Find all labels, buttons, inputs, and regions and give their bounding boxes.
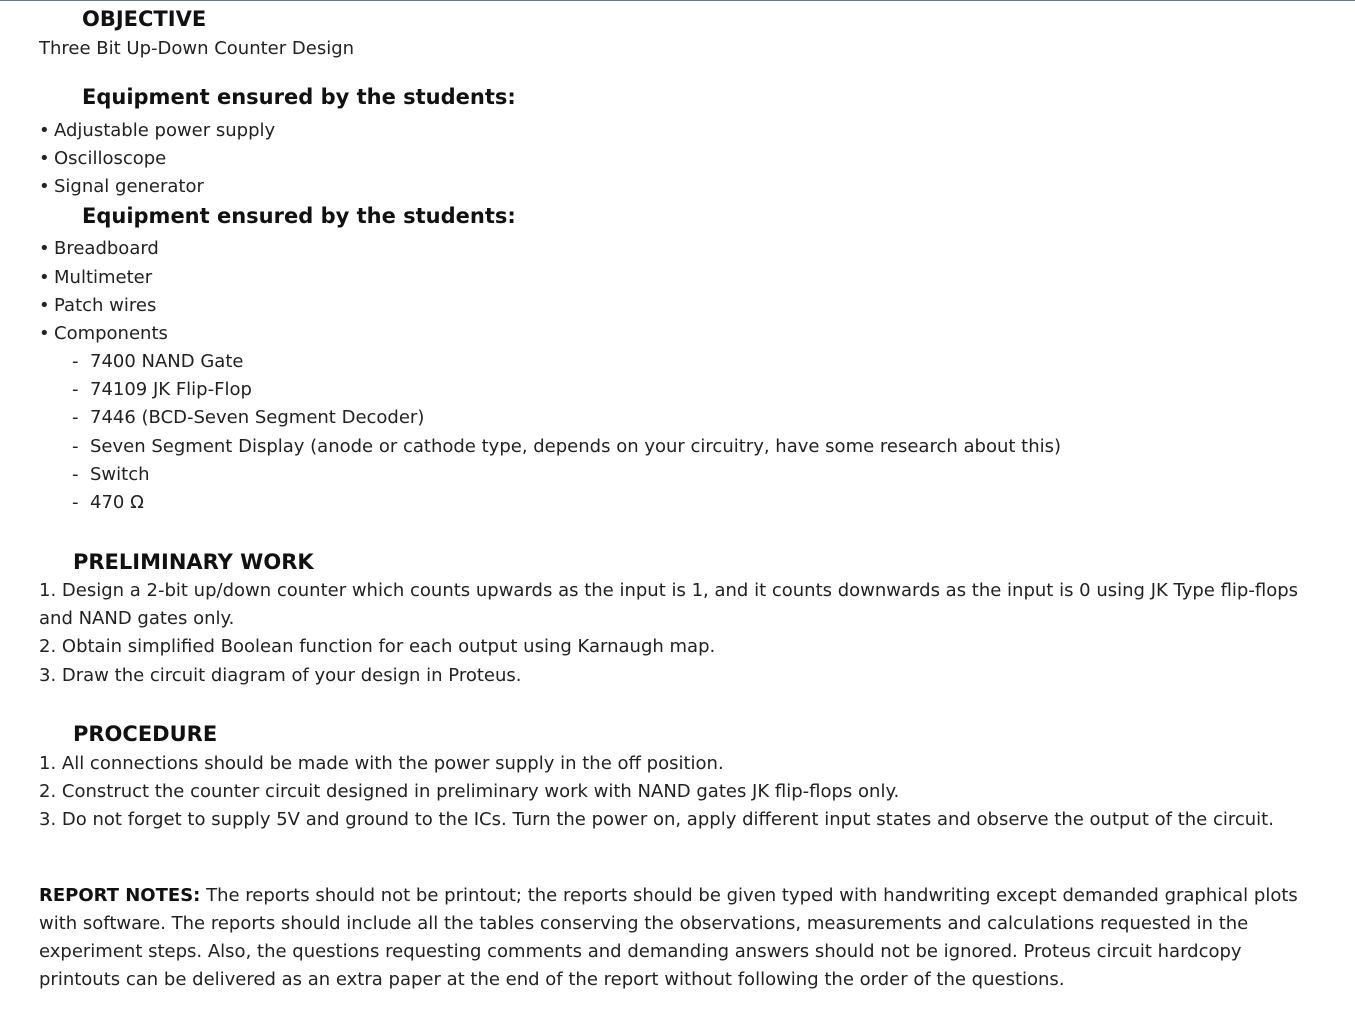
objective-heading: OBJECTIVE xyxy=(82,7,207,31)
component-label: 74109 JK Flip-Flop xyxy=(90,379,252,400)
component-label: 470 Ω xyxy=(90,492,144,513)
equipment-item-label: Adjustable power supply xyxy=(54,120,276,141)
procedure-heading: PROCEDURE xyxy=(73,722,218,746)
component-item xyxy=(72,492,144,514)
component-label: Seven Segment Display (anode or cathode type, depends on your circuitry, have some research about this) xyxy=(90,436,1062,457)
component-item xyxy=(72,436,1061,458)
report-notes-label: REPORT NOTES: xyxy=(39,885,201,906)
bullet-icon: • xyxy=(39,295,50,316)
dash-icon: - xyxy=(72,436,79,457)
equipment-item-label: Oscilloscope xyxy=(54,148,167,169)
equipment-item-label: Patch wires xyxy=(54,295,157,316)
component-label: Switch xyxy=(90,464,150,485)
component-label: 7400 NAND Gate xyxy=(90,351,244,372)
component-item xyxy=(72,351,243,373)
equipment-item xyxy=(39,120,275,142)
objective-text: Three Bit Up-Down Counter Design xyxy=(39,38,355,59)
component-item xyxy=(72,407,424,429)
bullet-icon: • xyxy=(39,148,50,169)
equipment-item xyxy=(39,323,168,345)
preliminary-item: 1. Design a 2-bit up/down counter which counts upwards as the input is 1, and it counts downwards as the input is 0 using JK Type flip-flops and NAND gates only. xyxy=(39,580,1299,629)
bullet-icon: • xyxy=(39,238,50,259)
equipment-item xyxy=(39,295,156,317)
dash-icon: - xyxy=(72,407,79,428)
component-label: 7446 (BCD-Seven Segment Decoder) xyxy=(90,407,425,428)
bullet-icon: • xyxy=(39,267,50,288)
procedure-item: 3. Do not forget to supply 5V and ground to the ICs. Turn the power on, apply different input states and observe the output of the circuit. xyxy=(39,809,1274,830)
equipment-provided-heading: Equipment ensured by the students: xyxy=(82,85,516,109)
equipment-item xyxy=(39,267,152,289)
dash-icon: - xyxy=(72,464,79,485)
component-item xyxy=(72,379,252,401)
dash-icon: - xyxy=(72,379,79,400)
component-item xyxy=(72,464,150,486)
equipment-item xyxy=(39,148,166,170)
equipment-item-label: Signal generator xyxy=(54,176,204,197)
bullet-icon: • xyxy=(39,176,50,197)
preliminary-item: 2. Obtain simplified Boolean function for each output using Karnaugh map. xyxy=(39,636,716,657)
equipment-item-label: Multimeter xyxy=(54,267,153,288)
equipment-students-heading: Equipment ensured by the students: xyxy=(82,204,516,228)
dash-icon: - xyxy=(72,351,79,372)
bullet-icon: • xyxy=(39,323,50,344)
procedure-item: 1. All connections should be made with the power supply in the off position. xyxy=(39,753,724,774)
procedure-item: 2. Construct the counter circuit designed in preliminary work with NAND gates JK flip-flops only. xyxy=(39,781,900,802)
report-notes xyxy=(39,882,1309,994)
preliminary-item: 3. Draw the circuit diagram of your design in Proteus. xyxy=(39,665,522,686)
bullet-icon: • xyxy=(39,120,50,141)
equipment-item xyxy=(39,176,204,198)
preliminary-heading: PRELIMINARY WORK xyxy=(73,550,314,574)
equipment-item xyxy=(39,238,159,260)
equipment-item-label: Breadboard xyxy=(54,238,159,259)
dash-icon: - xyxy=(72,492,79,513)
report-notes-text: The reports should not be printout; the reports should be given typed with handwriting except demanded graphical plots with software. The reports should include all the tables conserving the observations, measurements and calculations requested in the experiment steps. Also, the questions requesting comments and demanding answers should not be ignored. Proteus circuit hardcopy printouts can be delivered as an extra paper at the end of the report without following the order of the questions. xyxy=(39,885,1298,990)
equipment-item-label: Components xyxy=(54,323,168,344)
